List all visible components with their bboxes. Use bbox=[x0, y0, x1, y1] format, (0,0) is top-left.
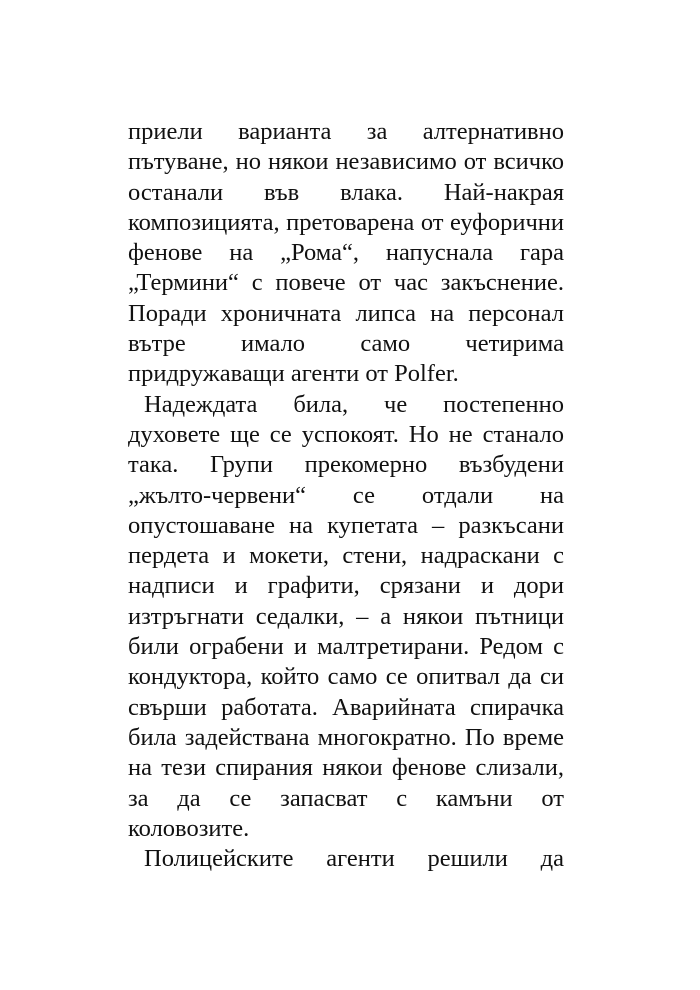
paragraph-3 bbox=[128, 844, 564, 874]
text-line: композицията, претоварена от еуфорични bbox=[128, 208, 564, 236]
text-line: Надеждата била, че постепенно bbox=[144, 390, 564, 418]
paragraph-1 bbox=[128, 117, 564, 390]
text-line: кондуктора, който само се опитвал да си bbox=[128, 663, 564, 691]
text-line: фенове на „Рома“, напуснала гара bbox=[128, 239, 564, 267]
text-line: били ограбени и малтретирани. Редом с bbox=[128, 633, 564, 661]
text-line: приели варианта за алтернативно bbox=[128, 118, 564, 145]
text-line: Полицейските агенти решили да bbox=[144, 845, 564, 873]
text-line: на тези спирания някои фенове слизали, bbox=[128, 754, 564, 782]
text-line: коловозите. bbox=[128, 814, 250, 842]
text-line: свърши работата. Аварийната спирачка bbox=[128, 693, 564, 721]
text-line: била задействана многократно. По време bbox=[128, 723, 564, 751]
text-line: Поради хроничната липса на персонал bbox=[128, 299, 564, 327]
document-page bbox=[128, 117, 564, 874]
text-line: вътре имало само четирима bbox=[128, 330, 564, 358]
text-line: така. Групи прекомерно възбудени bbox=[128, 451, 564, 479]
text-line: останали във влака. Най-накрая bbox=[128, 178, 564, 206]
text-line: придружаващи агенти от Polfer. bbox=[128, 360, 459, 388]
text-line: надписи и графити, срязани и дори bbox=[128, 572, 564, 600]
text-line: „Термини“ с повече от час закъснение. bbox=[128, 269, 564, 297]
paragraph-2 bbox=[128, 390, 564, 844]
text-line: пътуване, но някои независимо от всичко bbox=[128, 148, 564, 176]
text-line: за да се запасват с камъни от bbox=[128, 784, 564, 812]
text-line: опустошаване на купетата – разкъсани bbox=[128, 511, 564, 539]
text-line: пердета и мокети, стени, надраскани с bbox=[128, 542, 564, 570]
text-line: духовете ще се успокоят. Но не станало bbox=[128, 420, 564, 448]
text-line: изтръгнати седалки, – а някои пътници bbox=[128, 602, 564, 630]
text-line: „жълто-червени“ се отдали на bbox=[128, 481, 564, 509]
